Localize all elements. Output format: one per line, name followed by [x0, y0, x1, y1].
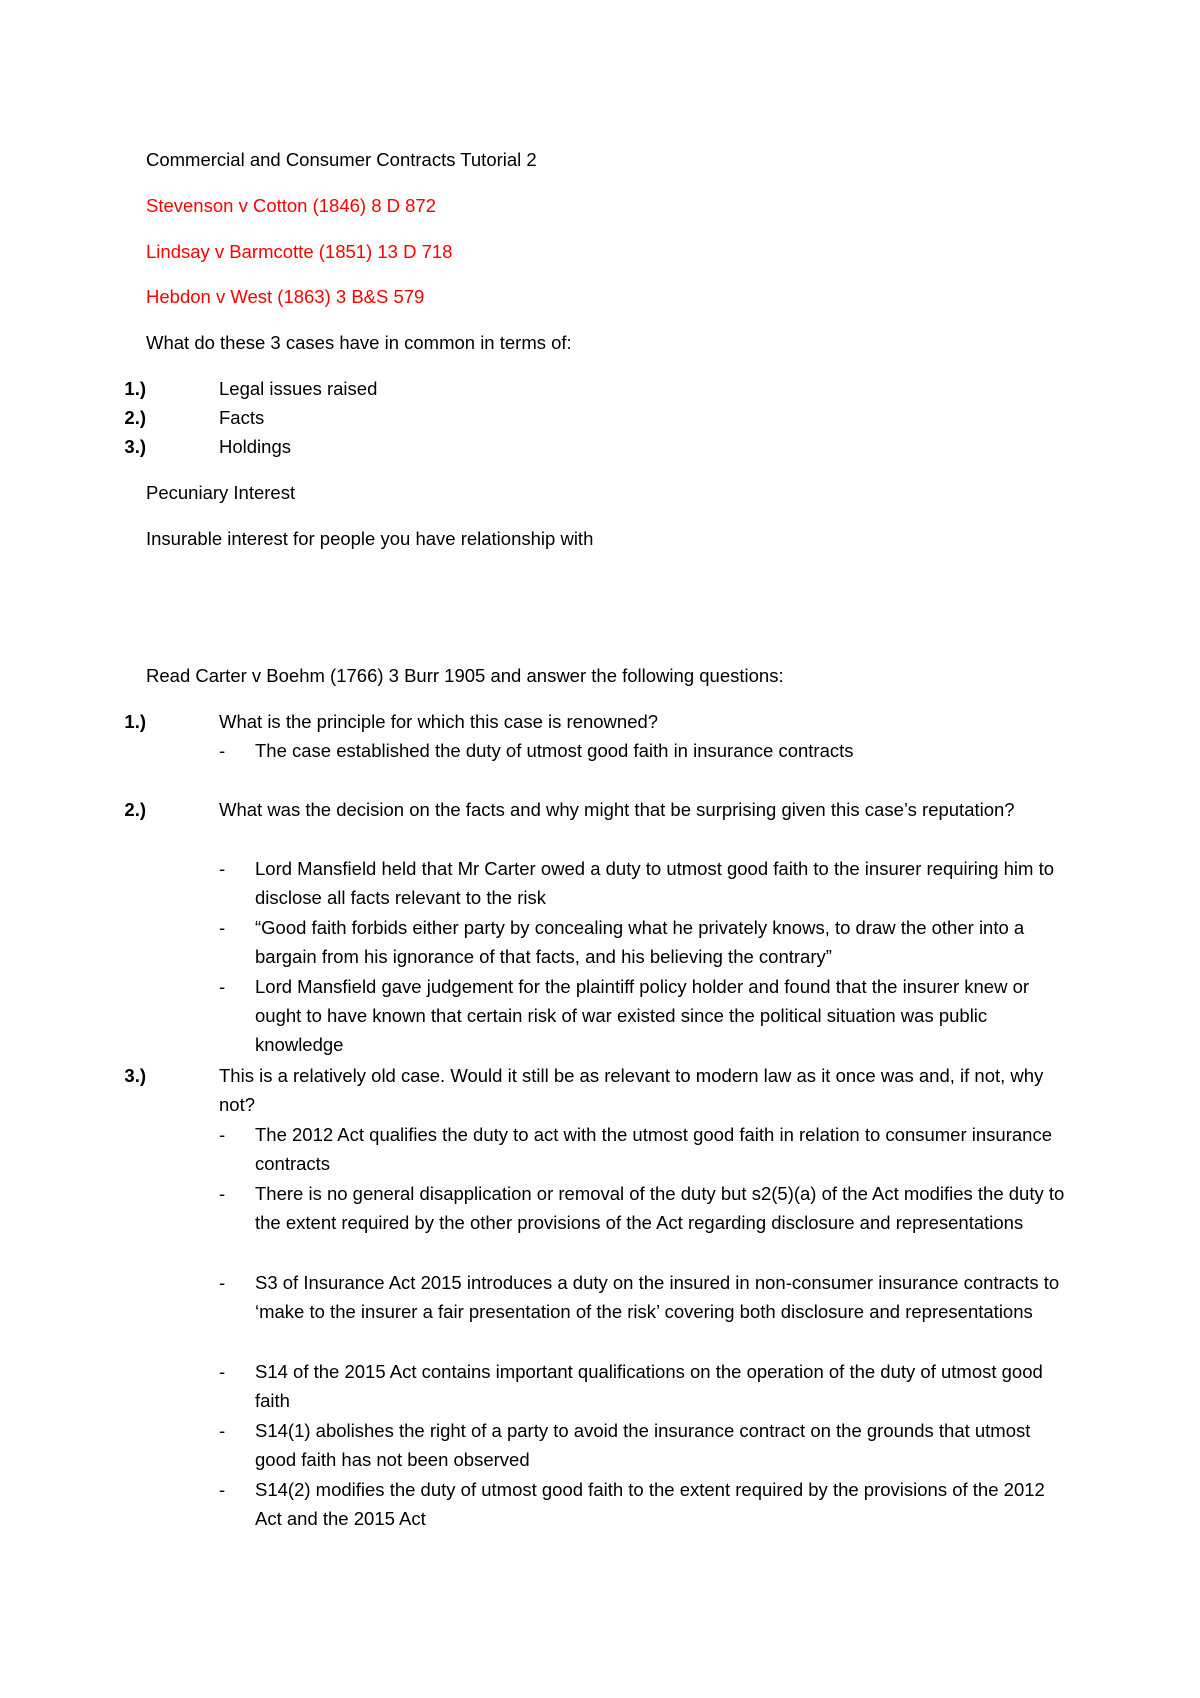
list-item: Legal issues raised	[219, 378, 378, 399]
bullet-dash: -	[219, 1420, 226, 1441]
answer-text: S14(2) modifies the duty of utmost good faith to the extent required by the provisions of the 2012 Act and the 2015 Act	[255, 1479, 1045, 1529]
question-number: 1.)	[124, 711, 146, 732]
list-item: Holdings	[219, 436, 291, 457]
question-intro: What do these 3 cases have in common in terms of:	[146, 332, 572, 353]
question-text: What is the principle for which this case is renowned?	[219, 711, 659, 732]
note-text: Insurable interest for people you have relationship with	[146, 528, 594, 549]
answer-text: Lord Mansfield held that Mr Carter owed a duty to utmost good faith to the insurer requiring him to disclose all facts relevant to the risk	[255, 858, 1054, 908]
question-text: What was the decision on the facts and why might that be surprising given this case’s reputation?	[219, 799, 1015, 820]
document-title: Commercial and Consumer Contracts Tutorial 2	[146, 149, 537, 170]
bullet-dash: -	[219, 740, 226, 761]
list-number: 3.)	[124, 436, 146, 457]
bullet-dash: -	[219, 1183, 226, 1204]
list-item: Facts	[219, 407, 265, 428]
case-citation: Hebdon v West (1863) 3 B&S 579	[146, 286, 425, 307]
answer-text: There is no general disapplication or removal of the duty but s2(5)(a) of the Act modifies the duty to the extent required by the other provisions of the Act regarding disclosure and representations	[255, 1183, 1065, 1233]
case-citation: Lindsay v Barmcotte (1851) 13 D 718	[146, 241, 453, 262]
question-number: 3.)	[124, 1065, 146, 1086]
answer-text: “Good faith forbids either party by concealing what he privately knows, to draw the other into a bargain from his ignorance of that facts, and his believing the contrary”	[255, 917, 1025, 967]
answer-text: S14 of the 2015 Act contains important qualifications on the operation of the duty of utmost good faith	[255, 1361, 1043, 1411]
question-number: 2.)	[124, 799, 146, 820]
question-text: This is a relatively old case. Would it still be as relevant to modern law as it once was and, if not, why not?	[219, 1065, 1044, 1115]
bullet-dash: -	[219, 1361, 226, 1382]
bullet-dash: -	[219, 976, 226, 997]
answer-text: The 2012 Act qualifies the duty to act with the utmost good faith in relation to consumer insurance contracts	[255, 1124, 1052, 1174]
note-text: Pecuniary Interest	[146, 482, 296, 503]
read-instruction: Read Carter v Boehm (1766) 3 Burr 1905 and answer the following questions:	[146, 665, 784, 686]
list-number: 2.)	[124, 407, 146, 428]
list-number: 1.)	[124, 378, 146, 399]
answer-text: S14(1) abolishes the right of a party to avoid the insurance contract on the grounds that utmost good faith has not been observed	[255, 1420, 1031, 1470]
bullet-dash: -	[219, 1479, 226, 1500]
bullet-dash: -	[219, 1124, 226, 1145]
answer-text: Lord Mansfield gave judgement for the plaintiff policy holder and found that the insurer knew or ought to have known that certain risk of war existed since the political situation was public knowledge	[255, 976, 1030, 1055]
bullet-dash: -	[219, 1272, 226, 1293]
bullet-dash: -	[219, 858, 226, 879]
answer-text: The case established the duty of utmost good faith in insurance contracts	[255, 740, 854, 761]
bullet-dash: -	[219, 917, 226, 938]
answer-text: S3 of Insurance Act 2015 introduces a duty on the insured in non-consumer insurance contracts to ‘make to the insurer a fair presentation of the risk’ covering both disclosure and representations	[255, 1272, 1060, 1322]
case-citation: Stevenson v Cotton (1846) 8 D 872	[146, 195, 437, 216]
